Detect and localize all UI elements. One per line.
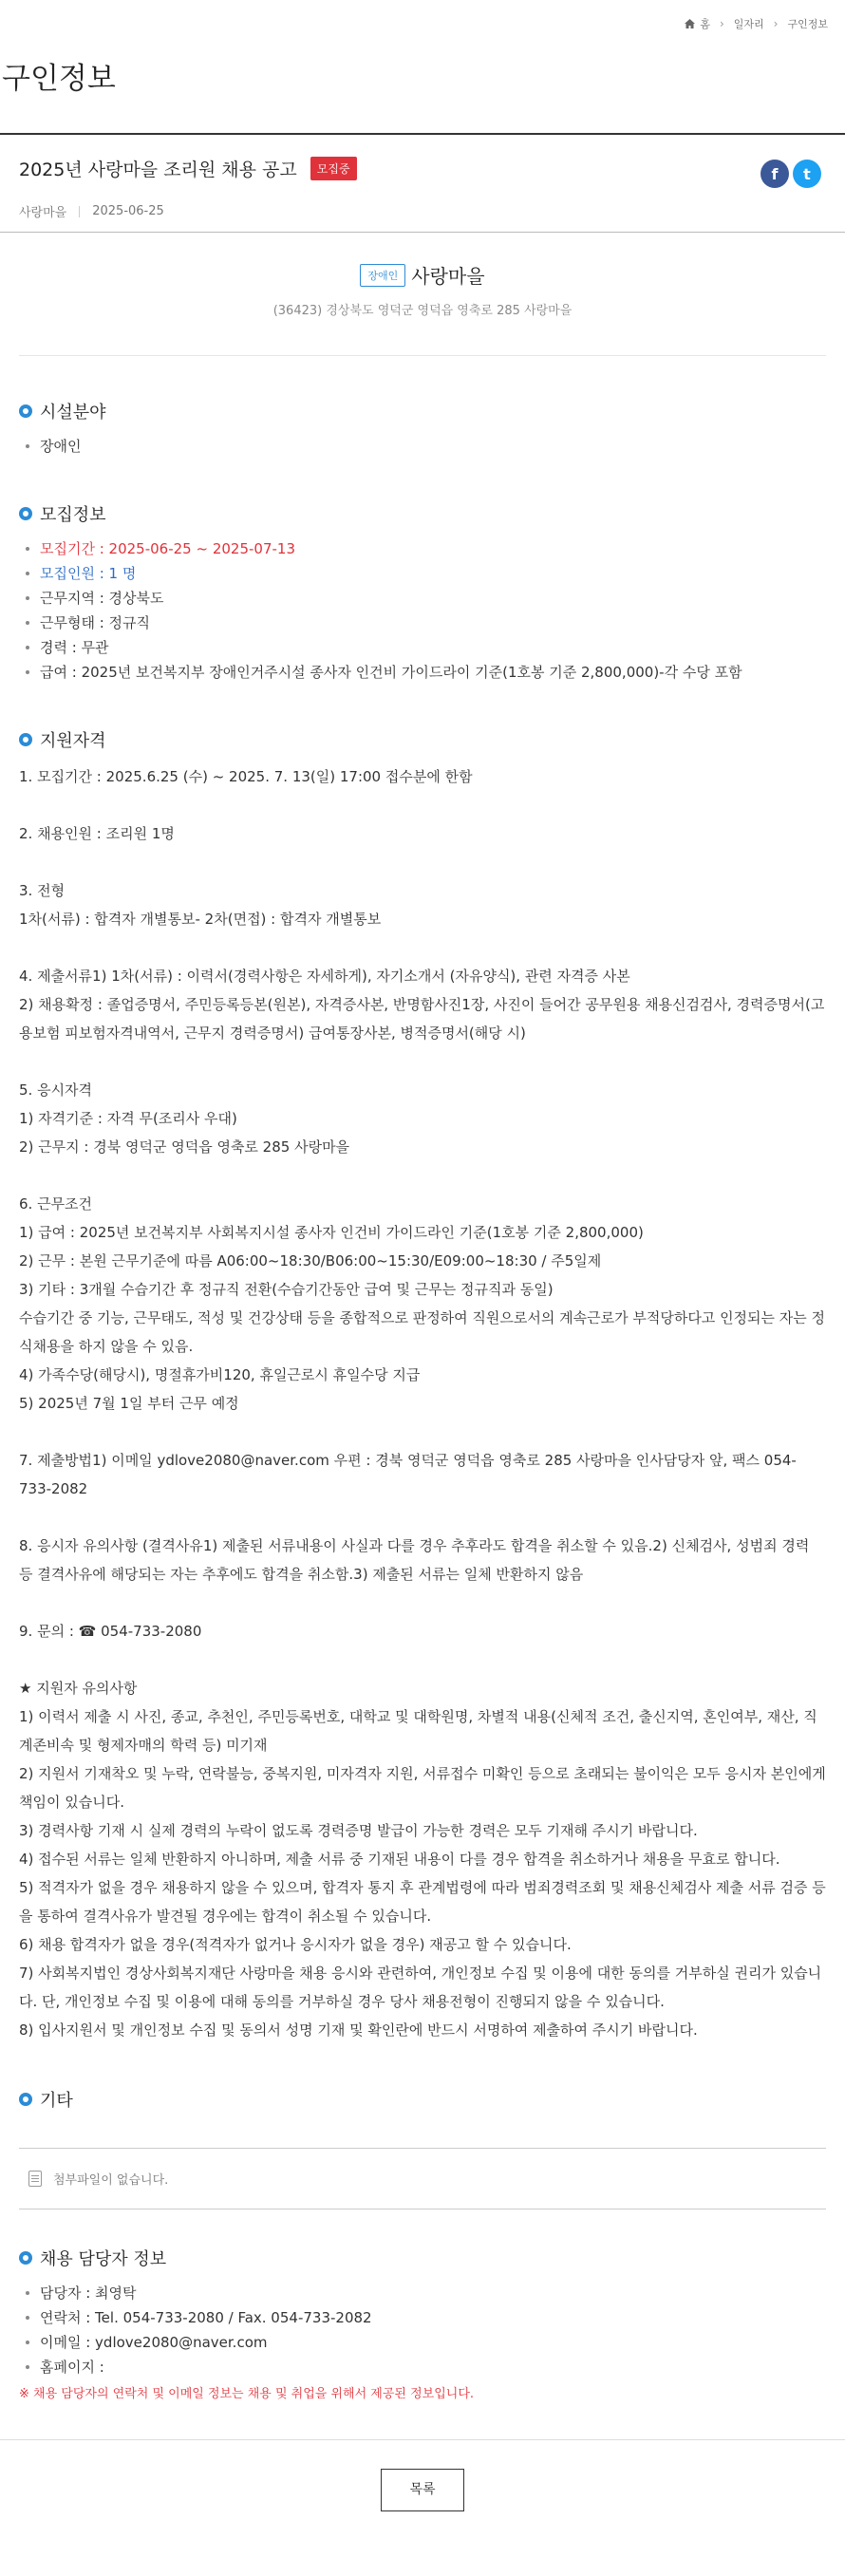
- salary: 급여 : 2025년 보건복지부 장애인거주시설 종사자 인건비 가이드라이 기준(1호봉 기준 2,800,000)-각 수당 포함: [19, 660, 826, 685]
- job-header: [0, 135, 845, 233]
- job-title-row: [19, 156, 826, 181]
- blank-line: [19, 1418, 826, 1446]
- contact-notice: ※ 채용 담당자의 연락처 및 이메일 정보는 채용 및 취업을 위해서 제공된 정보입니다.: [19, 2387, 475, 2401]
- blank-line: [19, 848, 826, 876]
- org-address: (36423) 경상북도 영덕군 영덕읍 영축로 285 사랑마을: [272, 304, 573, 318]
- blank-line: [19, 1503, 826, 1532]
- breadcrumb: [0, 0, 845, 47]
- section-title-etc: [19, 2087, 826, 2112]
- breadcrumb-item-current[interactable]: 구인정보: [787, 18, 828, 30]
- text-line: 5. 응시자격: [19, 1081, 93, 1099]
- section-bullet-icon: [19, 507, 32, 520]
- text-line: 8. 응시자 유의사항 (결격사유1) 제출된 서류내용이 사실과 다를 경우 추후라도 합격을 취소할 수 있음.2) 신체검사, 성범죄 경력 등 결격사유에 해당되는 자는 추후에도 합격을 취소함.3) 제출된 서류는 일체 반환하지 않음: [19, 1537, 810, 1583]
- category-badge: 장애인: [360, 264, 405, 287]
- list-button-area: [0, 2439, 845, 2511]
- text-line: 9. 문의 : ☎ 054-733-2080: [19, 1623, 202, 1640]
- text-line: 7) 사회복지법인 경상사회복지재단 사랑마을 채용 응시와 관련하여, 개인정보 수집 및 이용에 대한 동의를 거부하실 권리가 있습니다. 단, 개인정보 수집 및 이용에 대해 동의를 거부하실 경우 당사 채용전형이 진행되지 않을 수 있습니다.: [19, 1965, 822, 2010]
- blank-line: [19, 791, 826, 819]
- page-title: 구인정보: [2, 62, 116, 96]
- org-card: [19, 233, 826, 356]
- text-line: 2) 근무지 : 경북 영덕군 영덕읍 영축로 285 사랑마을: [19, 1138, 350, 1156]
- text-line: 6) 채용 합격자가 없을 경우(적격자가 없거나 응시자가 없을 경우) 재공고 할 수 있습니다.: [19, 1936, 572, 1953]
- section-title-text: 기타: [40, 2091, 73, 2111]
- job-date: 2025-06-25: [92, 204, 164, 218]
- breadcrumb-item-home[interactable]: 홈: [700, 18, 710, 30]
- list-button[interactable]: 목록: [381, 2469, 464, 2511]
- text-line: 3. 전형: [19, 882, 66, 899]
- file-icon: [28, 2171, 42, 2187]
- section-title-text: 지원자격: [40, 731, 106, 751]
- org-name: 사랑마을: [411, 265, 485, 288]
- text-line: 2) 근무 : 본원 근무기준에 따름 A06:00~18:30/B06:00~15:30/E09:00~18:30 / 주5일제: [19, 1252, 602, 1269]
- text-line: 2) 지원서 기재착오 및 누락, 연락불능, 중복지원, 미자격자 지원, 서류접수 미확인 등으로 초래되는 불이익은 모두 응시자 본인에게 책임이 있습니다.: [19, 1765, 826, 1811]
- work-region: 근무지역 : 경상북도: [19, 586, 826, 611]
- text-line: 3) 경력사항 기재 시 실제 경력의 누락이 없도록 경력증명 발급이 가능한 경력은 모두 기재해 주시기 바랍니다.: [19, 1822, 698, 1839]
- blank-line: [19, 933, 826, 962]
- section-bullet-icon: [19, 2093, 32, 2106]
- text-line: 4) 가족수당(해당시), 명절휴가비120, 휴일근로시 휴일수당 지급: [19, 1366, 421, 1383]
- contact-list: [19, 2281, 826, 2379]
- blank-line: [19, 1047, 826, 1076]
- text-line: 1) 이력서 제출 시 사진, 종교, 추천인, 주민등록번호, 대학교 및 대학원명, 차별적 내용(신체적 조건, 출신지역, 혼인여부, 재산, 직계존비속 및 형제자매의 학력 등) 미기재: [19, 1708, 817, 1754]
- text-line: 2) 채용확정 : 졸업증명서, 주민등록등본(원본), 자격증사본, 반명함사진1장, 사진이 들어간 공무원용 채용신검검사, 경력증명서(고용보험 피보험자격내역서, 근무지 경력증명서) 급여통장사본, 병적증명서(해당 시): [19, 996, 825, 1042]
- job-content: [0, 399, 845, 2401]
- qualification-body: [19, 762, 826, 2044]
- section-bullet-icon: [19, 404, 32, 418]
- breadcrumb-home[interactable]: [685, 16, 710, 31]
- chevron-right-icon: ›: [773, 17, 779, 30]
- section-title-recruit: [19, 501, 826, 526]
- chevron-right-icon: ›: [719, 17, 724, 30]
- breadcrumb-item-jobs[interactable]: 일자리: [733, 18, 764, 30]
- list-item: 장애인: [19, 434, 826, 459]
- contact-person: 담당자 : 최영탁: [19, 2281, 826, 2305]
- text-line: 3) 기타 : 3개월 수습기간 후 정규직 전환(수습기간동안 급여 및 근무는 정규직과 동일): [19, 1281, 554, 1298]
- text-line: ★ 지원자 유의사항: [19, 1680, 138, 1697]
- section-title-contact: [19, 2246, 826, 2270]
- section-bullet-icon: [19, 733, 32, 746]
- work-type: 근무형태 : 정규직: [19, 611, 826, 635]
- blank-line: [19, 1589, 826, 1617]
- text-line: 6. 근무조건: [19, 1195, 93, 1213]
- recruit-count: 모집인원 : 1 명: [19, 561, 826, 586]
- contact-homepage: 홈페이지 :: [19, 2355, 826, 2379]
- share-buttons: [760, 160, 821, 188]
- text-line: 5) 2025년 7월 1일 부터 근무 예정: [19, 1395, 239, 1412]
- text-line: 5) 적격자가 없을 경우 채용하지 않을 수 있으며, 합격자 통지 후 관계법령에 따라 범죄경력조회 및 채용신체검사 제출 서류 검증 등을 통하여 결격사유가 발견될 경우에는 합격이 취소될 수 있습니다.: [19, 1879, 826, 1925]
- text-line: 4) 접수된 서류는 일체 반환하지 아니하며, 제출 서류 중 기재된 내용이 다를 경우 합격을 취소하거나 채용을 무효로 합니다.: [19, 1851, 780, 1868]
- status-badge: 모집중: [310, 157, 357, 180]
- text-line: 2. 채용인원 : 조리원 1명: [19, 825, 175, 842]
- twitter-share-button[interactable]: t: [793, 160, 821, 188]
- facebook-share-button[interactable]: f: [760, 160, 789, 188]
- section-title-text: 시설분야: [40, 403, 106, 423]
- text-line: 8) 입사지원서 및 개인정보 수집 및 동의서 성명 기재 및 확인란에 반드시 서명하여 제출하여 주시기 바랍니다.: [19, 2021, 698, 2039]
- text-line: 1) 급여 : 2025년 보건복지부 사회복지시설 종사자 인건비 가이드라인 기준(1호봉 기준 2,800,000): [19, 1224, 644, 1241]
- text-line: 수습기간 중 기능, 근무태도, 적성 및 건강상태 등을 종합적으로 판정하여 직원으로서의 계속근로가 부적당하다고 인정되는 자는 정식채용을 하지 않을 수 있음.: [19, 1309, 826, 1355]
- facility-list: [19, 434, 826, 459]
- contact-email: 이메일 : ydlove2080@naver.com: [19, 2330, 826, 2355]
- section-title-facility: [19, 399, 826, 423]
- blank-line: [19, 1161, 826, 1190]
- home-icon: [685, 19, 695, 28]
- text-line: 4. 제출서류1) 1차(서류) : 이력서(경력사항은 자세하게), 자기소개서 (자유양식), 관련 자격증 사본: [19, 968, 630, 985]
- section-title-text: 모집정보: [40, 505, 106, 525]
- section-title-qualification: [19, 727, 826, 752]
- blank-line: [19, 1645, 826, 1674]
- section-bullet-icon: [19, 2251, 32, 2265]
- text-line: 1. 모집기간 : 2025.6.25 (수) ~ 2025. 7. 13(일) 17:00 접수분에 한함: [19, 768, 473, 785]
- text-line: 1차(서류) : 합격자 개별통보- 2차(면접) : 합격자 개별통보: [19, 911, 382, 928]
- job-title: 2025년 사랑마을 조리원 채용 공고: [19, 160, 297, 180]
- recruit-period: 모집기간 : 2025-06-25 ~ 2025-07-13: [19, 536, 826, 561]
- job-org: 사랑마을: [19, 206, 67, 220]
- career: 경력 : 무관: [19, 635, 826, 660]
- section-title-text: 채용 담당자 정보: [40, 2249, 167, 2269]
- org-name-row: [360, 261, 484, 289]
- text-line: 1) 자격기준 : 자격 무(조리사 우대): [19, 1110, 237, 1127]
- recruit-list: [19, 536, 826, 685]
- meta-divider: [79, 206, 80, 217]
- attachment-box: [19, 2148, 826, 2209]
- text-line: 7. 제출방법1) 이메일 ydlove2080@naver.com 우편 : 경북 영덕군 영덕읍 영축로 285 사랑마을 인사담당자 앞, 팩스 054-733-2082: [19, 1452, 797, 1497]
- job-meta: [19, 202, 826, 220]
- attachment-text: 첨부파일이 없습니다.: [53, 2173, 169, 2188]
- contact-phone: 연락처 : Tel. 054-733-2080 / Fax. 054-733-2082: [19, 2305, 826, 2330]
